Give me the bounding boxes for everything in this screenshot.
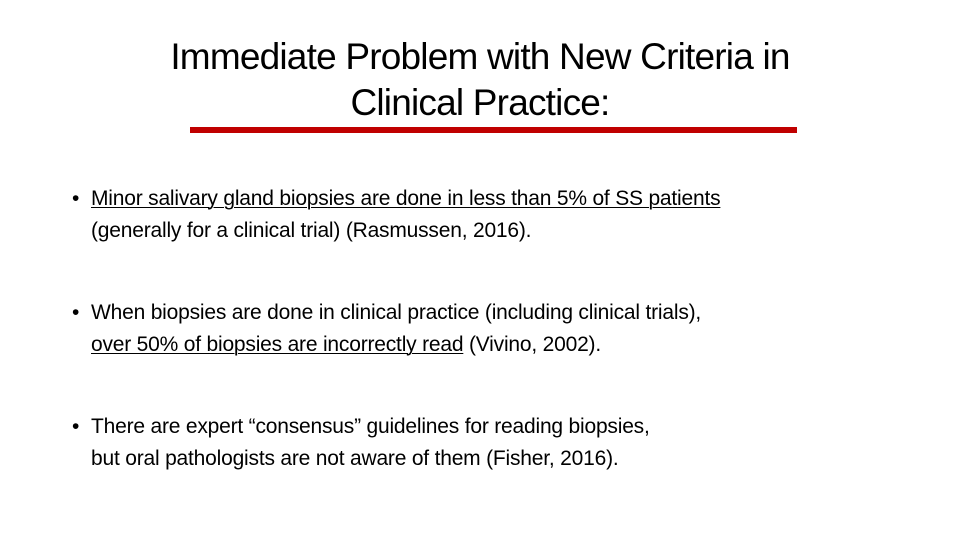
slide-title-line-2: Clinical Practice:	[350, 82, 610, 123]
bullet-1-line-1	[91, 183, 912, 215]
bullet-list	[72, 183, 912, 475]
bullet-dot-icon: •	[72, 301, 80, 324]
bullet-3-line-1: There are expert “consensus” guidelines for reading biopsies,	[91, 415, 650, 438]
bullet-2-underlined-text: over 50% of biopsies are incorrectly read	[91, 333, 464, 356]
bullet-item-biopsy-rate	[72, 183, 912, 247]
bullet-2-citation: (Vivino, 2002).	[463, 333, 601, 356]
slide-title	[80, 34, 880, 126]
bullet-item-incorrect-reads	[72, 297, 912, 361]
slide-title-line-1: Immediate Problem with New Criteria in	[170, 36, 790, 77]
bullet-dot-icon: •	[72, 187, 80, 210]
title-underline-rule	[190, 127, 797, 133]
bullet-2-line-1: When biopsies are done in clinical practice (including clinical trials),	[91, 301, 702, 324]
bullet-1-underlined-text: Minor salivary gland biopsies are done in less than 5% of SS patients	[91, 187, 721, 210]
bullet-3-line-2: but oral pathologists are not aware of them (Fisher, 2016).	[91, 447, 619, 470]
bullet-item-consensus-guidelines	[72, 411, 912, 475]
bullet-dot-icon: •	[72, 415, 80, 438]
bullet-1-line-2: (generally for a clinical trial) (Rasmussen, 2016).	[91, 219, 532, 242]
bullet-2-line-2	[91, 329, 912, 361]
